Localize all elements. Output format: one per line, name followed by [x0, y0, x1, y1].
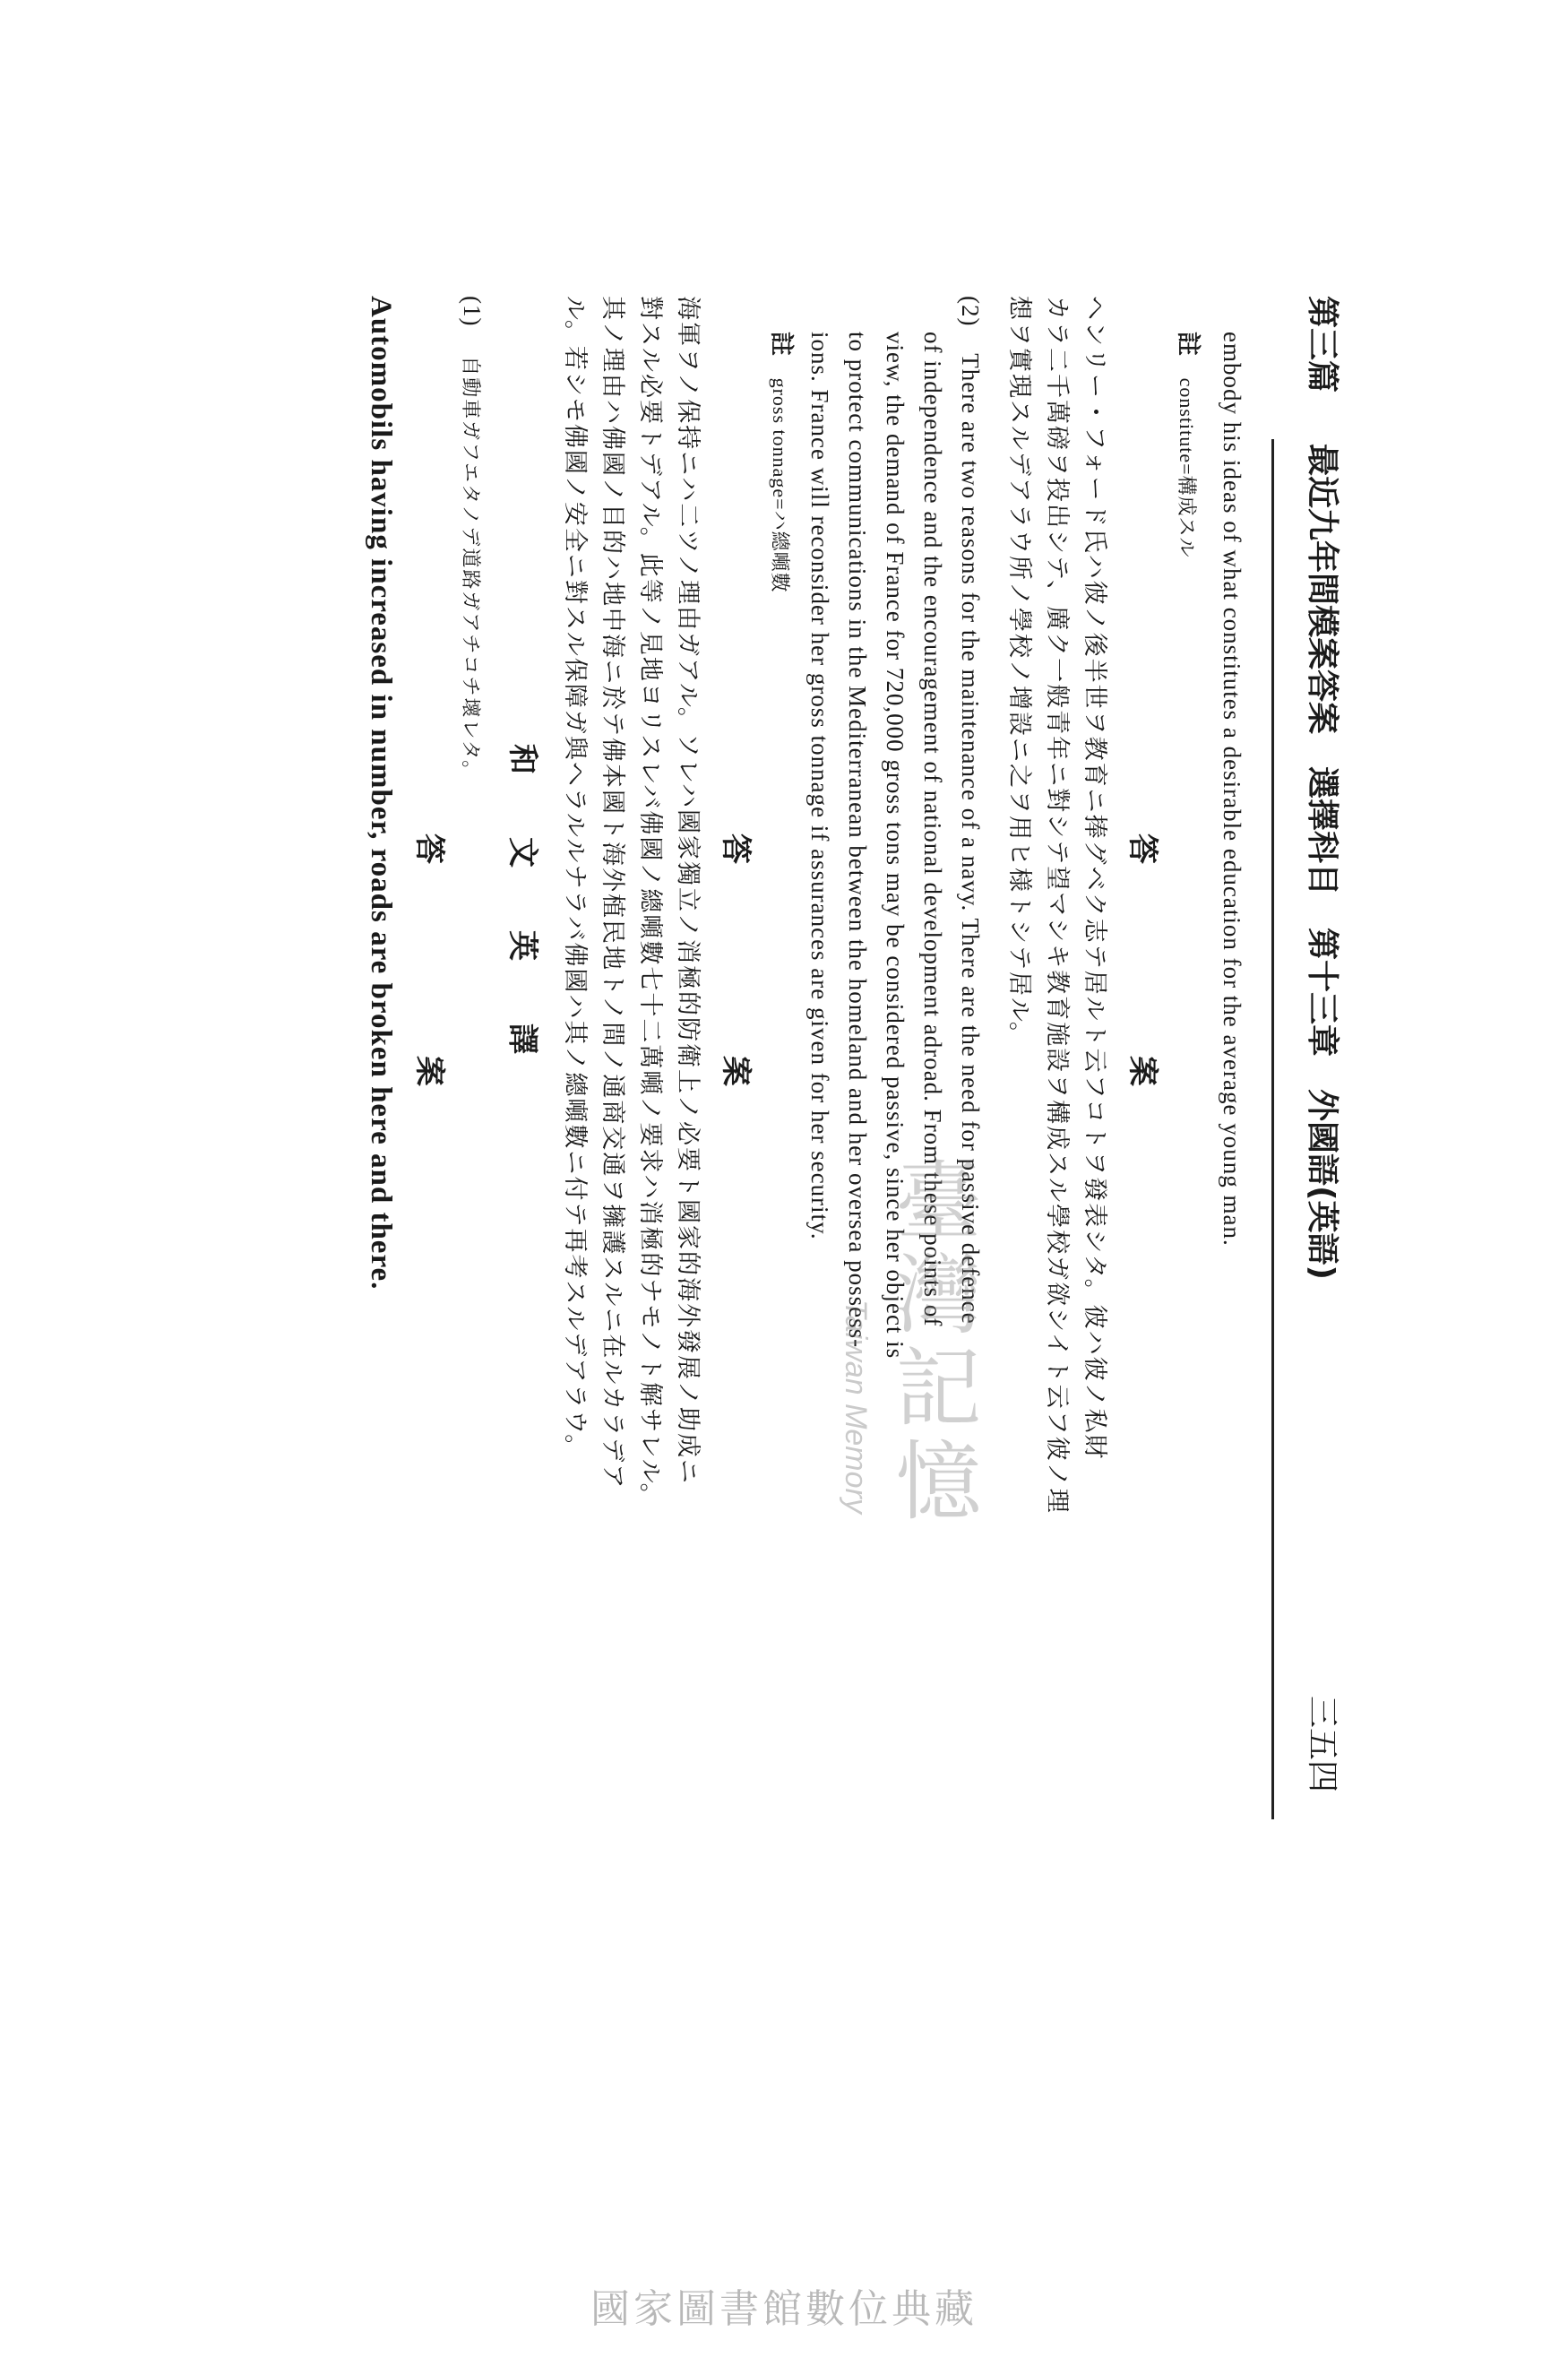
japanese-question-1-text: 自動車ガフエタノデ道路ガアチコチ壞レタ。: [459, 356, 481, 782]
part-label: 第三篇: [1304, 296, 1340, 393]
note-2-text: gross tonnage=ハ總噸數: [769, 377, 791, 593]
note-2: [764, 332, 796, 593]
footer-text: 國家圖書館數位典藏: [590, 2286, 978, 2332]
continued-sentence: embody his ideas of what constitutes a desirable education for the average young man.: [1219, 332, 1245, 1247]
section-heading: 和 文 英 譯: [504, 744, 540, 1070]
question-2-line-2: of independence and the encouragement of national development adroad. From these points of: [919, 332, 946, 1327]
header-rule: [1271, 439, 1274, 1819]
question-2-number: (2): [957, 296, 984, 327]
answer-3-line-1: Automobils having increased in number, roads are broken here and there.: [365, 296, 397, 1291]
watermark-cjk: 臺灣記憶: [882, 1156, 982, 1529]
note-1-label: 註: [1174, 332, 1202, 358]
answer-1-line-2: カラ二千萬磅ヲ投出シテ、廣ク一般青年ニ對シテ望マシキ教育施設ヲ構成スル學校ガ欲シイト云フ彼ノ理: [1043, 296, 1071, 1515]
question-2-line-1: [955, 296, 986, 1325]
watermark-en: Taiwan Memory: [838, 1300, 873, 1514]
answer-2-heading: 答 案: [718, 833, 754, 1111]
japanese-question-1-number: (1): [459, 296, 486, 327]
answer-1-line-1: ヘンリー・フォード氏ハ彼ノ後半世ヲ教育ニ捧グベク志テ居ルト云フコトヲ發表シタ。彼ハ彼ノ私財: [1081, 296, 1108, 1461]
note-1: [1171, 332, 1202, 558]
rotated-page: [99, 296, 1353, 1819]
answer-3-heading: 答 案: [411, 833, 447, 1111]
question-2-line-4: to protect communications in the Mediterranean between the homeland and her oversea possess-: [844, 332, 871, 1349]
page-number: 三五四: [1304, 1695, 1340, 1792]
answer-2-line-1: 海軍ヲノ保持ニハ二ツノ理由ガアル。ソレハ國家獨立ノ消極的防衛上ノ必要ト國家的海外發展ノ助成ニ: [674, 296, 702, 1485]
question-2-line-5: ions. France will reconsider her gross tonnage if assurances are given for her security.: [806, 332, 833, 1240]
answer-2-line-4: ル。若シモ佛國ノ安全ニ對スル保障ガ與ヘラルルナラバ佛國ハ其ノ總噸數ニ付テ再考スルデアラウ。: [561, 296, 589, 1461]
answer-1-line-3: 想ヲ實現スルデアラウ所ノ學校ノ增設ニ之ヲ用ヒ様トシテ居ル。: [1005, 296, 1033, 1048]
header-title: 最近九年間模案答案 選擇科目 第十三章 外國語(英語): [1304, 444, 1340, 1280]
answer-2-line-3: 其ノ理由ハ佛國ノ目的ハ地中海ニ於テ佛本國ト海外植民地トノ間ノ通商交通ヲ擁護スルニ在ルカラデア: [599, 296, 626, 1490]
answer-2-line-2: 對スル必要トデアル。此等ノ見地ヨリスレバ佛國ノ總噸數七十二萬噸ノ要求ハ消極的ナモノト解サレル。: [636, 296, 664, 1509]
note-1-text: constitute=構成スル: [1176, 377, 1198, 558]
answer-1-heading: 答 案: [1124, 833, 1160, 1111]
running-header: [1290, 296, 1353, 1819]
note-2-label: 註: [767, 332, 795, 358]
question-2-text-1: There are two reasons for the maintenance of a navy. There are the need for passive defence: [957, 353, 984, 1325]
question-2-line-3: view, the demand of France for 720,000 gross tons may be considered passive, since her object is: [882, 332, 909, 1360]
japanese-question-1: [454, 296, 487, 782]
